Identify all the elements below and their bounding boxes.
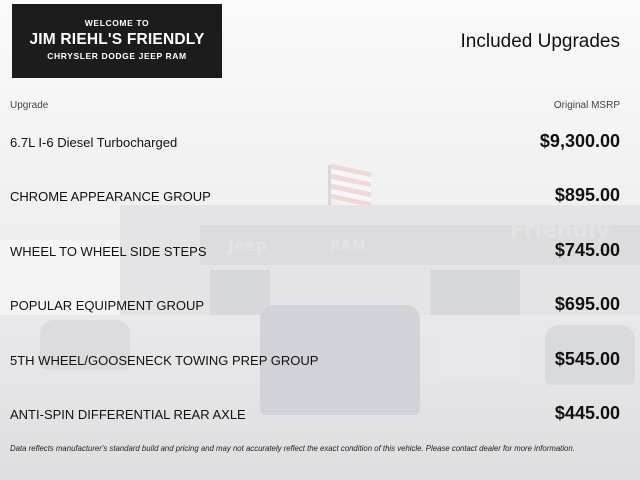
dealer-logo [12,4,222,78]
upgrade-name: POPULAR EQUIPMENT GROUP [10,298,205,314]
upgrade-price: $695.00 [554,294,620,315]
list-item [0,225,640,279]
logo-brands-text: CHRYSLER DODGE JEEP RAM [47,51,187,61]
upgrade-name: WHEEL TO WHEEL SIDE STEPS [10,243,207,259]
logo-welcome-text: WELCOME TO [84,18,150,28]
upgrade-price: $545.00 [554,348,620,369]
background-friendly-sign: Friendly [510,218,611,243]
upgrades-list [0,116,640,442]
column-header-upgrade: Upgrade [10,100,49,111]
upgrade-price: $895.00 [554,185,620,206]
page-title: Included Upgrades [460,31,620,52]
upgrade-name: ANTI-SPIN DIFFERENTIAL REAR AXLE [10,406,246,422]
upgrade-name: CHROME APPEARANCE GROUP [10,189,211,205]
upgrade-name: 6.7L I-6 Diesel Turbocharged [10,135,178,150]
upgrade-name: 5TH WHEEL/GOOSENECK TOWING PREP GROUP [10,352,319,368]
list-item [0,116,640,170]
background-ram-sign: RAM [330,238,366,254]
upgrade-price: $445.00 [554,402,620,423]
list-item [0,334,640,388]
list-item [0,170,640,224]
list-item [0,279,640,333]
column-header-msrp: Original MSRP [553,100,620,111]
upgrade-price: $9,300.00 [539,131,620,151]
logo-dealer-name: JIM RIEHL'S FRIENDLY [29,31,205,48]
background-jeep-sign: Jeep [228,236,268,255]
disclaimer-text: Data reflects manufacturer's standard build and pricing and may not accurately reflect the exact condition of this vehicle. Please contact dealer for more information. [10,444,575,453]
list-item [0,388,640,442]
upgrade-price: $745.00 [554,239,620,260]
